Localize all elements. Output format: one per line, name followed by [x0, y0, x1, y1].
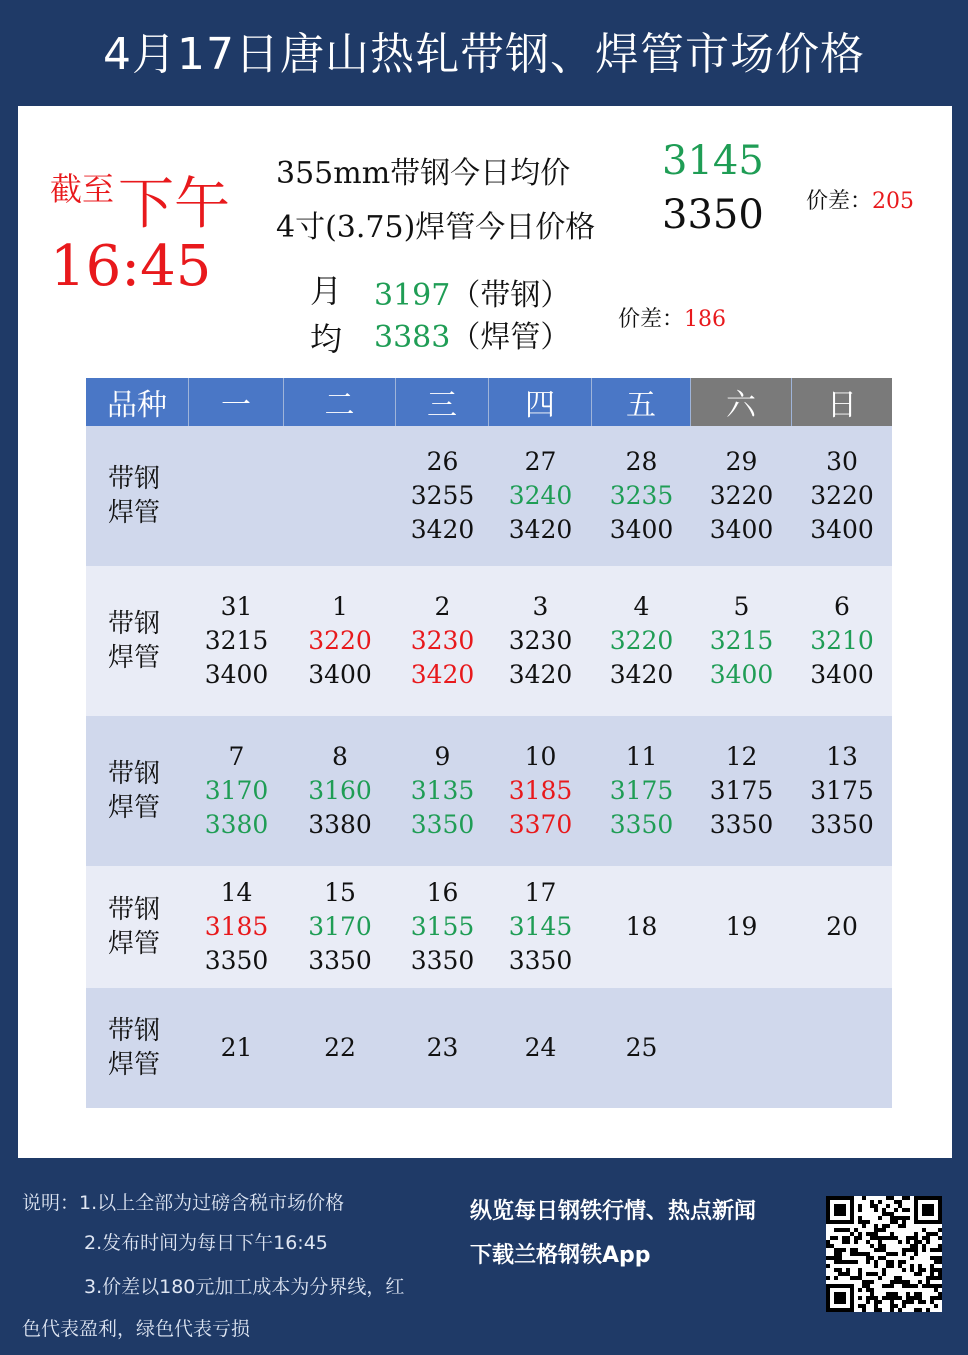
- kind-label: 焊管: [108, 929, 161, 959]
- note-line-3: 3.价差以180元加工成本为分界线，红: [84, 1276, 405, 1298]
- pipe-price: 3370: [508, 810, 573, 839]
- header-sat: 六: [691, 378, 792, 426]
- day-cell: [396, 866, 489, 988]
- strip-price: 3220: [810, 481, 874, 510]
- day-cell: [489, 988, 592, 1108]
- strip-price: 3175: [810, 776, 874, 805]
- price-diff-value: 205: [872, 189, 915, 214]
- day-cell: [489, 866, 592, 988]
- day-number: 31: [220, 592, 253, 621]
- pipe-price: 3380: [204, 810, 269, 839]
- pipe-price: 3350: [410, 946, 475, 975]
- month-pipe-suffix: （焊管）: [450, 320, 571, 355]
- kind-label: 带钢: [108, 895, 161, 925]
- day-cell: [592, 566, 691, 716]
- day-number: 12: [725, 742, 758, 771]
- day-cell: [592, 988, 691, 1108]
- strip-price: 3185: [204, 912, 269, 941]
- pipe-price: 3400: [204, 660, 269, 689]
- pipe-price: 3350: [609, 810, 674, 839]
- day-cell: [489, 716, 592, 866]
- month-strip: [374, 270, 570, 314]
- kind-label: 焊管: [108, 793, 161, 823]
- pipe-price: 3400: [709, 515, 774, 544]
- promo-line-2: 下载兰格钢铁App: [470, 1243, 651, 1268]
- pipe-price: 3350: [308, 946, 372, 975]
- strip-price: 3240: [508, 481, 573, 510]
- strip-price: 3160: [308, 776, 372, 805]
- day-cell: [489, 566, 592, 716]
- day-cell: [396, 566, 489, 716]
- kind-cell: [86, 426, 189, 566]
- strip-price: 3215: [709, 626, 774, 655]
- day-number: 1: [332, 592, 348, 621]
- day-cell: [691, 988, 792, 1108]
- pipe-price: 3420: [508, 660, 573, 689]
- day-cell: [189, 988, 284, 1108]
- strip-price: 3235: [609, 481, 674, 510]
- day-cell: [189, 426, 284, 566]
- pipe-price: 3420: [410, 660, 475, 689]
- day-number: 26: [426, 447, 459, 476]
- note-line-2: 2.发布时间为每日下午16:45: [84, 1232, 328, 1254]
- header-wed: 三: [396, 378, 489, 426]
- day-number: 19: [725, 912, 758, 941]
- pipe-price: 3350: [662, 192, 764, 238]
- day-cell: [792, 716, 892, 866]
- day-number: 14: [220, 878, 253, 907]
- table-header: [86, 378, 892, 426]
- kind-label: 带钢: [108, 759, 161, 789]
- day-cell: [691, 716, 792, 866]
- strip-price: 3220: [308, 626, 372, 655]
- day-cell: [189, 866, 284, 988]
- day-number: 18: [625, 912, 658, 941]
- day-number: 8: [332, 742, 348, 771]
- day-cell: [691, 426, 792, 566]
- header-sun: 日: [792, 378, 892, 426]
- table-body: [86, 426, 892, 1108]
- day-cell: [284, 716, 396, 866]
- day-number: 30: [826, 447, 858, 476]
- price-diff: [806, 184, 914, 215]
- kind-label: 带钢: [108, 609, 161, 639]
- month-pipe-value: 3383: [374, 320, 451, 355]
- month-price-diff: [618, 302, 726, 333]
- price-panel: [18, 106, 952, 1158]
- table-row: [86, 566, 892, 716]
- month-strip-value: 3197: [374, 278, 451, 313]
- day-number: 25: [625, 1033, 658, 1062]
- pipe-price: 3350: [810, 810, 874, 839]
- day-cell: [592, 716, 691, 866]
- pipe-price: 3350: [508, 946, 573, 975]
- day-number: 5: [733, 592, 750, 621]
- pipe-price: 3400: [609, 515, 674, 544]
- kind-cell: [86, 566, 189, 716]
- strip-price: 3210: [810, 626, 874, 655]
- day-cell: [396, 988, 489, 1108]
- day-number: 16: [426, 878, 459, 907]
- day-number: 20: [826, 912, 858, 941]
- cutoff-time: 16:45: [50, 234, 212, 299]
- kind-cell: [86, 988, 189, 1108]
- strip-price: 3145: [662, 138, 764, 184]
- strip-price: 3220: [709, 481, 774, 510]
- strip-price: 3230: [508, 626, 573, 655]
- table-row: [86, 426, 892, 566]
- month-diff-label: 价差：: [618, 307, 685, 332]
- note-line-1: 说明：1.以上全部为过磅含税市场价格: [22, 1192, 345, 1214]
- strip-price: 3175: [709, 776, 774, 805]
- day-cell: [792, 866, 892, 988]
- pipe-price: 3420: [410, 515, 475, 544]
- strip-price: 3145: [508, 912, 573, 941]
- page-title: 4月17日唐山热轧带钢、焊管市场价格: [103, 29, 865, 80]
- kind-label: 焊管: [108, 498, 161, 528]
- month-label-1: 月: [310, 272, 343, 310]
- note-line-4: 色代表盈利，绿色代表亏损: [22, 1318, 251, 1340]
- qr-code-icon[interactable]: [826, 1196, 942, 1312]
- kind-label: 带钢: [108, 464, 161, 494]
- day-number: 29: [725, 447, 758, 476]
- pipe-price: 3350: [410, 810, 475, 839]
- day-number: 4: [633, 592, 650, 621]
- day-number: 2: [434, 592, 451, 621]
- strip-price: 3170: [308, 912, 372, 941]
- strip-price: 3170: [204, 776, 269, 805]
- kind-label: 焊管: [108, 1050, 161, 1080]
- strip-price: 3155: [410, 912, 475, 941]
- header-tue: 二: [284, 378, 396, 426]
- day-cell: [284, 866, 396, 988]
- table-row: [86, 988, 892, 1108]
- day-number: 3: [532, 592, 549, 621]
- day-cell: [396, 716, 489, 866]
- table-row: [86, 866, 892, 988]
- table-row: [86, 716, 892, 866]
- day-cell: [284, 566, 396, 716]
- strip-price: 3255: [410, 481, 475, 510]
- day-cell: [189, 716, 284, 866]
- strip-price: 3185: [508, 776, 573, 805]
- day-number: 28: [625, 447, 658, 476]
- day-cell: [792, 566, 892, 716]
- strip-price: 3220: [609, 626, 674, 655]
- day-number: 17: [524, 878, 557, 907]
- day-cell: [792, 988, 892, 1108]
- kind-cell: [86, 866, 189, 988]
- strip-price: 3215: [204, 626, 269, 655]
- day-number: 7: [228, 742, 245, 771]
- pipe-price: 3420: [609, 660, 674, 689]
- day-number: 27: [524, 447, 557, 476]
- header-kind: 品种: [86, 378, 189, 426]
- cutoff-prefix: 截至: [50, 170, 115, 208]
- pipe-price: 3400: [308, 660, 372, 689]
- day-number: 6: [834, 592, 850, 621]
- kind-cell: [86, 716, 189, 866]
- month-label-2: 均: [310, 320, 343, 358]
- month-strip-suffix: （带钢）: [450, 278, 571, 313]
- day-cell: [792, 426, 892, 566]
- pipe-label: 4寸(3.75)焊管今日价格: [276, 210, 596, 245]
- header-mon: 一: [189, 378, 284, 426]
- day-number: 9: [434, 742, 451, 771]
- day-cell: [284, 426, 396, 566]
- pipe-price: 3380: [308, 810, 372, 839]
- day-cell: [592, 426, 691, 566]
- header-thu: 四: [489, 378, 592, 426]
- day-number: 22: [324, 1033, 356, 1062]
- day-number: 10: [524, 742, 557, 771]
- pipe-price: 3420: [508, 515, 573, 544]
- pipe-price: 3400: [810, 660, 874, 689]
- pipe-price: 3400: [810, 515, 874, 544]
- pipe-price: 3400: [709, 660, 774, 689]
- cutoff-period: 下午: [118, 172, 230, 237]
- header-fri: 五: [592, 378, 691, 426]
- day-number: 24: [524, 1033, 557, 1062]
- strip-price: 3230: [410, 626, 475, 655]
- day-cell: [691, 566, 792, 716]
- day-cell: [396, 426, 489, 566]
- strip-price: 3135: [410, 776, 475, 805]
- day-cell: [189, 566, 284, 716]
- day-cell: [284, 988, 396, 1108]
- kind-label: 带钢: [108, 1016, 161, 1046]
- day-number: 11: [625, 742, 658, 771]
- strip-label: 355mm带钢今日均价: [276, 156, 571, 191]
- pipe-price: 3350: [204, 946, 269, 975]
- pipe-price: 3350: [709, 810, 774, 839]
- promo-line-1: 纵览每日钢铁行情、热点新闻: [470, 1199, 757, 1224]
- kind-label: 焊管: [108, 643, 161, 673]
- day-cell: [489, 426, 592, 566]
- day-number: 23: [426, 1033, 459, 1062]
- day-number: 21: [220, 1033, 253, 1062]
- month-pipe: [374, 312, 570, 356]
- day-number: 13: [826, 742, 858, 771]
- day-number: 15: [324, 878, 356, 907]
- price-diff-label: 价差：: [806, 189, 873, 214]
- day-cell: [592, 866, 691, 988]
- day-cell: [691, 866, 792, 988]
- price-calendar-table: [86, 378, 892, 1108]
- month-diff-value: 186: [684, 307, 727, 332]
- strip-price: 3175: [609, 776, 674, 805]
